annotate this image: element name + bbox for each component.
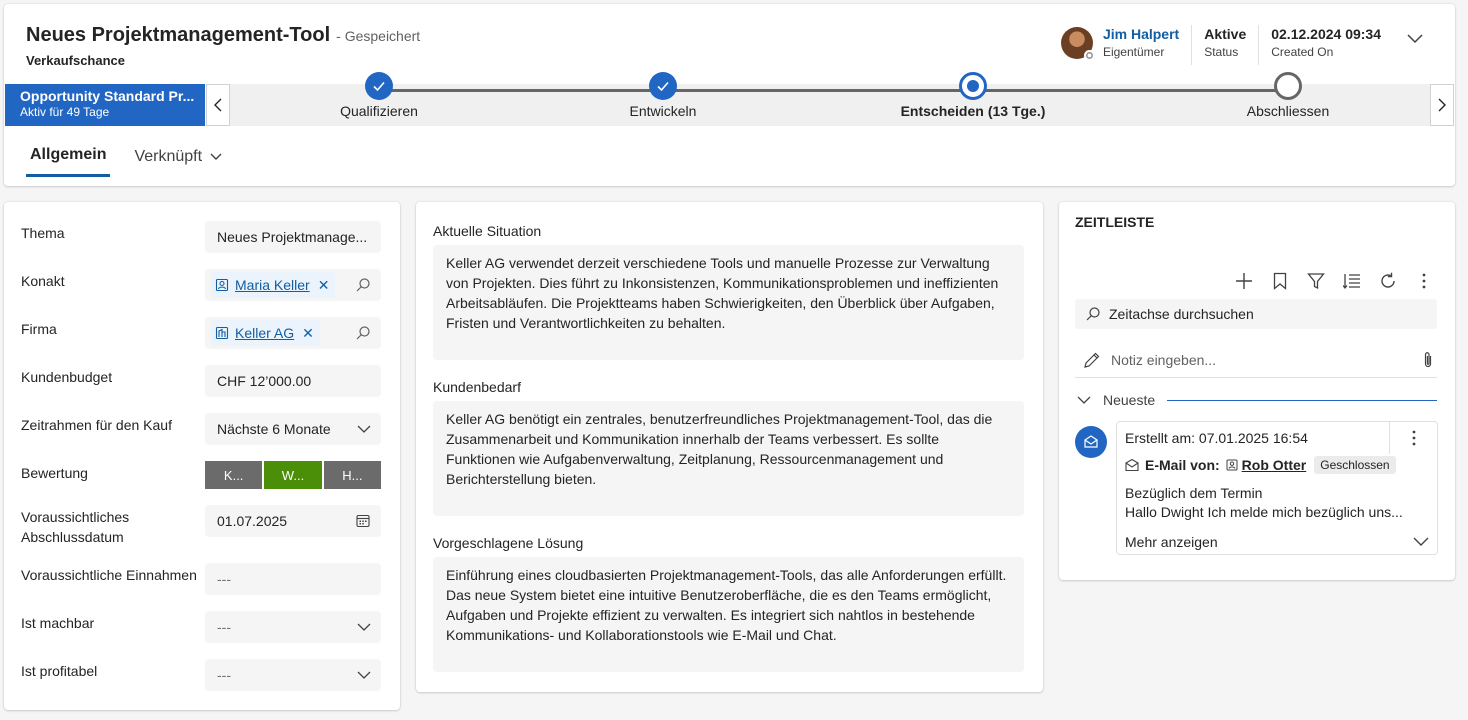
check-icon <box>365 72 393 100</box>
save-status: - Gespeichert <box>336 28 421 44</box>
remove-icon[interactable]: ✕ <box>317 276 330 293</box>
rating-option-warm[interactable]: W... <box>264 461 321 489</box>
timeline-toolbar <box>1233 270 1435 292</box>
note-input[interactable] <box>1075 342 1437 378</box>
timeline-activity-card[interactable] <box>1116 421 1438 555</box>
situation-textarea[interactable]: Keller AG verwendet derzeit verschiedene Tools und manuelle Prozesse zur Verwaltung von Projekten. Dies führt zu Inkonsistenzen, Kommunikationsproblemen und ineffizienten Arbeitsabläufen. Die Projektteams haben Schwierigkeiten, den Überblick über Aufgaben, Fristen und Verantwortlichkeiten zu behalten. <box>433 245 1024 360</box>
pending-stage-icon <box>1274 72 1302 100</box>
bpf-connector-line <box>370 89 1286 92</box>
profitabel-select[interactable]: --- <box>205 659 381 691</box>
chevron-down-icon <box>357 671 371 680</box>
record-header <box>4 4 1455 186</box>
bpf-stage-track <box>230 84 1430 126</box>
show-more-button[interactable] <box>1125 534 1429 550</box>
group-label: Neueste <box>1103 392 1156 408</box>
kontakt-link[interactable]: Maria Keller <box>235 277 310 293</box>
sender-link[interactable]: Rob Otter <box>1241 457 1307 473</box>
form-tabs <box>26 142 246 177</box>
field-label: Zeitrahmen für den Kauf <box>21 417 172 433</box>
chevron-down-icon <box>357 425 371 434</box>
kontakt-lookup[interactable] <box>205 269 381 301</box>
thema-input[interactable]: Neues Projektmanage... <box>205 221 381 253</box>
remove-icon[interactable]: ✕ <box>302 324 314 341</box>
timeline-group-header[interactable] <box>1075 392 1437 408</box>
add-icon[interactable] <box>1233 270 1255 292</box>
field-firma <box>21 317 381 349</box>
activity-created: Erstellt am: 07.01.2025 16:54 <box>1125 430 1308 446</box>
stage-label: Entscheiden (13 Tge.) <box>900 103 1046 119</box>
pencil-icon <box>1083 351 1101 369</box>
activity-more-icon[interactable] <box>1389 422 1437 454</box>
stage-label: Qualifizieren <box>340 103 418 119</box>
sort-list-icon[interactable] <box>1341 270 1363 292</box>
chevron-down-icon <box>1077 396 1091 405</box>
stage-qualifizieren[interactable] <box>279 84 479 119</box>
field-label: Konakt <box>21 273 65 289</box>
field-thema <box>21 221 381 253</box>
loesung-textarea[interactable]: Einführung eines cloudbasierten Projektmanagement-Tools, das alle Anforderungen erfüllt. Das neue System bietet eine intuitive Benutzeroberfläche, die es den Teams ermöglicht, Aufgaben und Projekte effizient zu verwalten. Es integriert sich nahtlos in bestehende Kommunikations- und Kollaborationstools wie E-Mail und Chat. <box>433 557 1024 672</box>
field-label: Ist machbar <box>21 615 95 631</box>
check-icon <box>649 72 677 100</box>
note-placeholder: Notiz eingeben... <box>1111 351 1217 368</box>
kundenbudget-input[interactable]: CHF 12’000.00 <box>205 365 381 397</box>
timeline-title: ZEITLEISTE <box>1075 214 1155 230</box>
created-value: 02.12.2024 09:34 <box>1271 26 1381 42</box>
lookup-tag[interactable] <box>211 320 320 346</box>
active-stage-icon <box>959 72 987 100</box>
process-duration: Aktiv für 49 Tage <box>20 105 110 119</box>
tab-allgemein[interactable]: Allgemein <box>26 142 110 177</box>
status-badge: Geschlossen <box>1314 456 1395 474</box>
chevron-down-icon <box>357 623 371 632</box>
owner-link[interactable]: Jim Halpert <box>1102 26 1180 42</box>
owner-field <box>1103 25 1191 65</box>
chevron-right-icon <box>1438 98 1446 112</box>
owner-avatar[interactable] <box>1061 27 1093 59</box>
created-label: Created On <box>1271 45 1334 59</box>
status-field <box>1191 25 1258 65</box>
bpf-next-button[interactable] <box>1430 84 1454 126</box>
search-icon <box>355 325 371 341</box>
field-label: Voraussichtliche Einnahmen <box>21 567 197 583</box>
field-label: Ist profitabel <box>21 663 98 679</box>
group-divider <box>1167 400 1437 401</box>
bedarf-textarea[interactable]: Keller AG benötigt ein zentrales, benutzerfreundliches Projektmanagement-Tool, das die Zusammenarbeit und Kommunikation innerhalb der Teams verbessert. Es sollte Funktionen wie Aufgabenverwaltung, Zeitplanung, Ressourcenmanagement und Berichterstellung bieten. <box>433 401 1024 516</box>
record-title: Neues Projektmanagement-Tool <box>26 24 331 46</box>
business-process-flow <box>5 84 1454 126</box>
field-profitabel <box>21 659 381 691</box>
bookmark-icon[interactable] <box>1269 270 1291 292</box>
presence-icon <box>1084 50 1095 61</box>
field-einnahmen <box>21 563 381 595</box>
bewertung-rating <box>205 461 381 489</box>
chevron-down-icon <box>210 153 222 161</box>
entity-name: Verkaufschance <box>26 53 126 68</box>
machbar-select[interactable]: --- <box>205 611 381 643</box>
from-label: E-Mail von: <box>1145 457 1220 473</box>
field-machbar <box>21 611 381 643</box>
field-label: Firma <box>21 321 57 337</box>
received-mail-icon <box>1125 458 1139 472</box>
stage-abschliessen[interactable] <box>1188 84 1388 119</box>
created-field <box>1258 25 1393 65</box>
stage-duration: (13 Tge.) <box>987 103 1046 119</box>
stage-label: Entwickeln <box>629 103 697 119</box>
more-options-icon[interactable] <box>1413 270 1435 292</box>
activity-preview: Hallo Dwight Ich melde mich bezüglich uns... <box>1125 504 1403 520</box>
rating-option-hot[interactable]: H... <box>324 461 381 489</box>
field-label: Voraussichtliches Abschlussdatum <box>21 509 130 545</box>
bpf-prev-button[interactable] <box>206 84 230 126</box>
field-zeitrahmen <box>21 413 381 445</box>
status-value: Aktive <box>1204 26 1247 42</box>
search-icon <box>1085 306 1101 322</box>
situation-label: Aktuelle Situation <box>433 223 542 239</box>
summary-fields-section <box>4 202 400 710</box>
show-more-label: Mehr anzeigen <box>1125 534 1218 550</box>
bedarf-label: Kundenbedarf <box>433 379 521 395</box>
zeitrahmen-select[interactable]: Nächste 6 Monate <box>205 413 381 445</box>
stage-label: Abschliessen <box>1246 103 1330 119</box>
tab-verknuepft[interactable]: Verknüpft <box>130 142 226 177</box>
einnahmen-input[interactable]: --- <box>205 563 381 595</box>
attachment-icon <box>1423 351 1433 369</box>
process-flag[interactable] <box>5 84 205 126</box>
chevron-down-icon <box>1413 537 1429 547</box>
field-bewertung <box>21 461 381 489</box>
activity-from-row <box>1125 456 1429 474</box>
expand-header-chevron-icon[interactable] <box>1403 27 1427 51</box>
search-placeholder: Zeitachse durchsuchen <box>1109 306 1254 322</box>
header-fields <box>1061 25 1427 65</box>
activity-subject: Bezüglich dem Termin <box>1125 485 1263 501</box>
contact-icon <box>215 278 229 292</box>
owner-label: Eigentümer <box>1102 45 1165 59</box>
status-label: Status <box>1204 45 1239 59</box>
field-label: Kundenbudget <box>21 369 113 385</box>
details-section <box>416 202 1043 692</box>
loesung-label: Vorgeschlagene Lösung <box>433 535 584 551</box>
firma-link[interactable]: Keller AG <box>235 325 295 341</box>
field-label: Thema <box>21 225 65 241</box>
field-abschlussdatum <box>21 505 381 547</box>
stage-entscheiden[interactable] <box>873 84 1073 119</box>
process-name: Opportunity Standard Pr... <box>20 88 195 104</box>
field-kontakt <box>21 269 381 301</box>
stage-entwickeln[interactable] <box>563 84 763 119</box>
timeline-section <box>1059 202 1455 580</box>
rating-option-cold[interactable]: K... <box>205 461 262 489</box>
firma-lookup[interactable] <box>205 317 381 349</box>
calendar-icon <box>355 513 371 529</box>
timeline-search-input[interactable] <box>1075 299 1437 329</box>
account-icon <box>215 326 229 340</box>
abschlussdatum-input[interactable]: 01.07.2025 <box>205 505 381 537</box>
field-label: Bewertung <box>21 465 88 481</box>
chevron-left-icon <box>214 98 222 112</box>
email-activity-icon <box>1075 426 1107 458</box>
lookup-tag[interactable] <box>211 272 335 298</box>
contact-icon <box>1226 459 1238 471</box>
filter-icon[interactable] <box>1305 270 1327 292</box>
refresh-icon[interactable] <box>1377 270 1399 292</box>
field-kundenbudget <box>21 365 381 397</box>
search-icon <box>355 277 371 293</box>
